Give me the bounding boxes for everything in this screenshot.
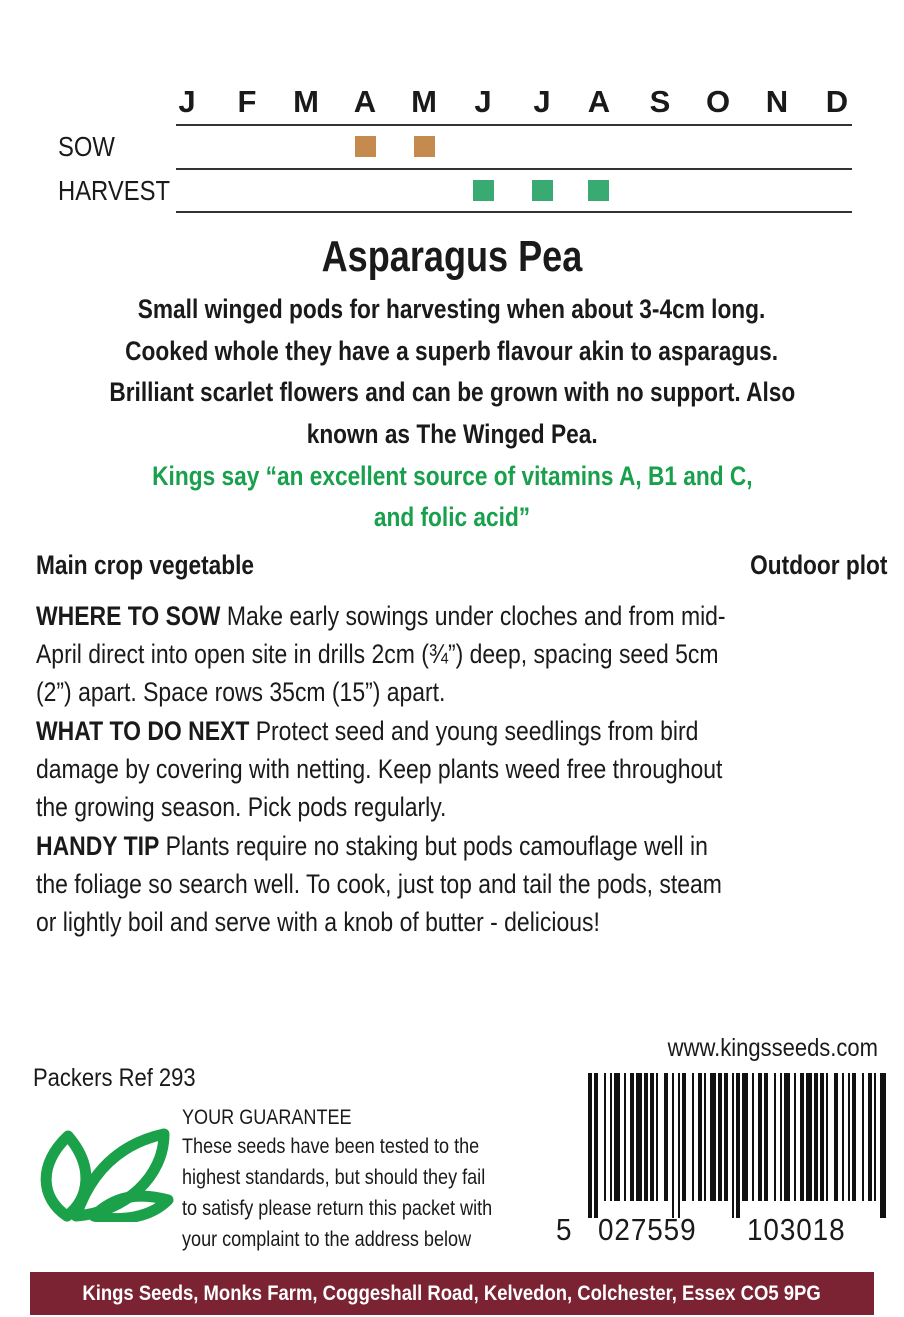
handy-tip-section (36, 827, 886, 941)
handy-tip-heading: HANDY TIP (36, 831, 160, 861)
barcode-bar (704, 1073, 706, 1201)
month-jan: J (178, 84, 196, 119)
month-feb: F (237, 84, 257, 119)
month-apr: A (353, 84, 377, 119)
barcode-bar (724, 1073, 728, 1201)
barcode-bars (586, 1073, 886, 1218)
barcode-digit-first: 5 (556, 1212, 572, 1247)
barcode-bar (636, 1073, 642, 1201)
barcode-bar (718, 1073, 722, 1201)
crop-type: Main crop vegetable (36, 550, 255, 580)
barcode-bar (650, 1073, 654, 1201)
barcode-bar (820, 1073, 824, 1201)
barcode-bar (692, 1073, 694, 1201)
instruction-line: WHERE TO SOW Make early sowings under cloches and from mid- (36, 601, 726, 631)
barcode-bar (794, 1073, 796, 1201)
month-nov: N (765, 84, 789, 119)
month-may: M (411, 84, 437, 119)
barcode-bar (698, 1073, 702, 1201)
quote-line: and folic acid” (373, 502, 531, 532)
barcode-bar (842, 1073, 844, 1201)
harvest-marker-jun (473, 180, 494, 201)
calendar-divider-middle (176, 168, 852, 170)
barcode-bar (800, 1073, 804, 1201)
barcode-bar (814, 1073, 818, 1201)
harvest-marker-jul (532, 180, 553, 201)
barcode-bar (880, 1073, 886, 1218)
instruction-line: HANDY TIP Plants require no staking but pods camouflage well in (36, 831, 708, 861)
guarantee-line: your complaint to the address below (182, 1228, 472, 1251)
sow-marker-apr (355, 136, 376, 157)
barcode-bar (624, 1073, 626, 1201)
barcode-bar (862, 1073, 864, 1201)
website-text: www.kingsseeds.com (667, 1034, 878, 1062)
barcode-bar (852, 1073, 856, 1201)
barcode-bar (710, 1073, 716, 1201)
where-to-sow-heading: WHERE TO SOW (36, 601, 221, 631)
barcode-bar (780, 1073, 782, 1201)
barcode-bar (806, 1073, 812, 1201)
description-line: Small winged pods for harvesting when about 3-4cm long. (138, 294, 766, 324)
barcode-bar (736, 1073, 740, 1218)
sow-row-label: SOW (58, 131, 115, 162)
description-line: known as The Winged Pea. (306, 419, 598, 449)
month-aug: A (587, 84, 611, 119)
barcode-bar (630, 1073, 634, 1201)
barcode-bar (594, 1073, 598, 1218)
what-to-do-next-heading: WHAT TO DO NEXT (36, 716, 250, 746)
instruction-line: WHAT TO DO NEXT Protect seed and young seedlings from bird (36, 716, 699, 746)
month-dec: D (825, 84, 849, 119)
barcode-bar (764, 1073, 768, 1201)
leaf-logo-icon (34, 1126, 174, 1222)
barcode-bar (834, 1073, 838, 1201)
description-line: Brilliant scarlet flowers and can be grown with no support. Also (109, 377, 795, 407)
month-sep: S (649, 84, 671, 119)
instruction-line: damage by covering with netting. Keep plants weed free throughout (36, 754, 723, 784)
barcode-bar (644, 1073, 648, 1201)
barcode-bar (604, 1073, 606, 1201)
description-line: Cooked whole they have a superb flavour akin to asparagus. (125, 336, 779, 366)
barcode-bar (774, 1073, 776, 1201)
barcode-bar (874, 1073, 876, 1201)
sow-marker-may (414, 136, 435, 157)
what-to-do-next-section (36, 712, 886, 826)
guarantee-line: highest standards, but should they fail (182, 1166, 486, 1189)
barcode-bar (732, 1073, 734, 1218)
calendar-divider-bottom (176, 211, 852, 213)
harvest-row-label: HARVEST (58, 175, 170, 206)
calendar-divider-top (176, 124, 852, 126)
instruction-line: April direct into open site in drills 2cm (¾”) deep, spacing seed 5cm (36, 639, 719, 669)
month-jul: J (533, 84, 551, 119)
barcode-bar (742, 1073, 748, 1201)
barcode-bar (848, 1073, 850, 1201)
address-bar (30, 1272, 874, 1315)
barcode-bar (784, 1073, 790, 1201)
product-title: Asparagus Pea (321, 232, 583, 281)
barcode-bar (826, 1073, 828, 1201)
barcode-bar (656, 1073, 658, 1201)
quote-line: Kings say “an excellent source of vitamins A, B1 and C, (151, 461, 753, 491)
instruction-line: (2”) apart. Space rows 35cm (15”) apart. (36, 677, 446, 707)
barcode-bar (588, 1073, 592, 1218)
month-oct: O (705, 84, 731, 119)
barcode-bar (868, 1073, 872, 1201)
barcode-bar (678, 1073, 680, 1218)
guarantee-line: to satisfy please return this packet with (182, 1197, 493, 1220)
month-jun: J (474, 84, 492, 119)
guarantee-line: These seeds have been tested to the (182, 1135, 480, 1158)
barcode-bar (610, 1073, 612, 1201)
instruction-line: the growing season. Pick pods regularly. (36, 792, 447, 822)
barcode-bar (614, 1073, 620, 1201)
instruction-line: or lightly boil and serve with a knob of butter - delicious! (36, 907, 600, 937)
month-mar: M (293, 84, 319, 119)
harvest-marker-aug (588, 180, 609, 201)
barcode-bar (758, 1073, 762, 1201)
barcode-bar (752, 1073, 754, 1201)
packers-ref: Packers Ref 293 (33, 1064, 196, 1092)
barcode-bar (672, 1073, 674, 1218)
where-to-sow-section (36, 597, 886, 711)
address-text: Kings Seeds, Monks Farm, Coggeshall Road, Kelvedon, Colchester, Essex CO5 9PG (82, 1281, 822, 1305)
guarantee-heading: YOUR GUARANTEE (182, 1106, 352, 1129)
barcode-bar (664, 1073, 668, 1201)
growing-location: Outdoor plot (749, 550, 887, 580)
barcode-bar (682, 1073, 686, 1201)
barcode-digits-right: 103018 (747, 1212, 846, 1247)
instruction-line: the foliage so search well. To cook, just top and tail the pods, steam (36, 869, 722, 899)
barcode-digits-left: 027559 (598, 1212, 697, 1247)
